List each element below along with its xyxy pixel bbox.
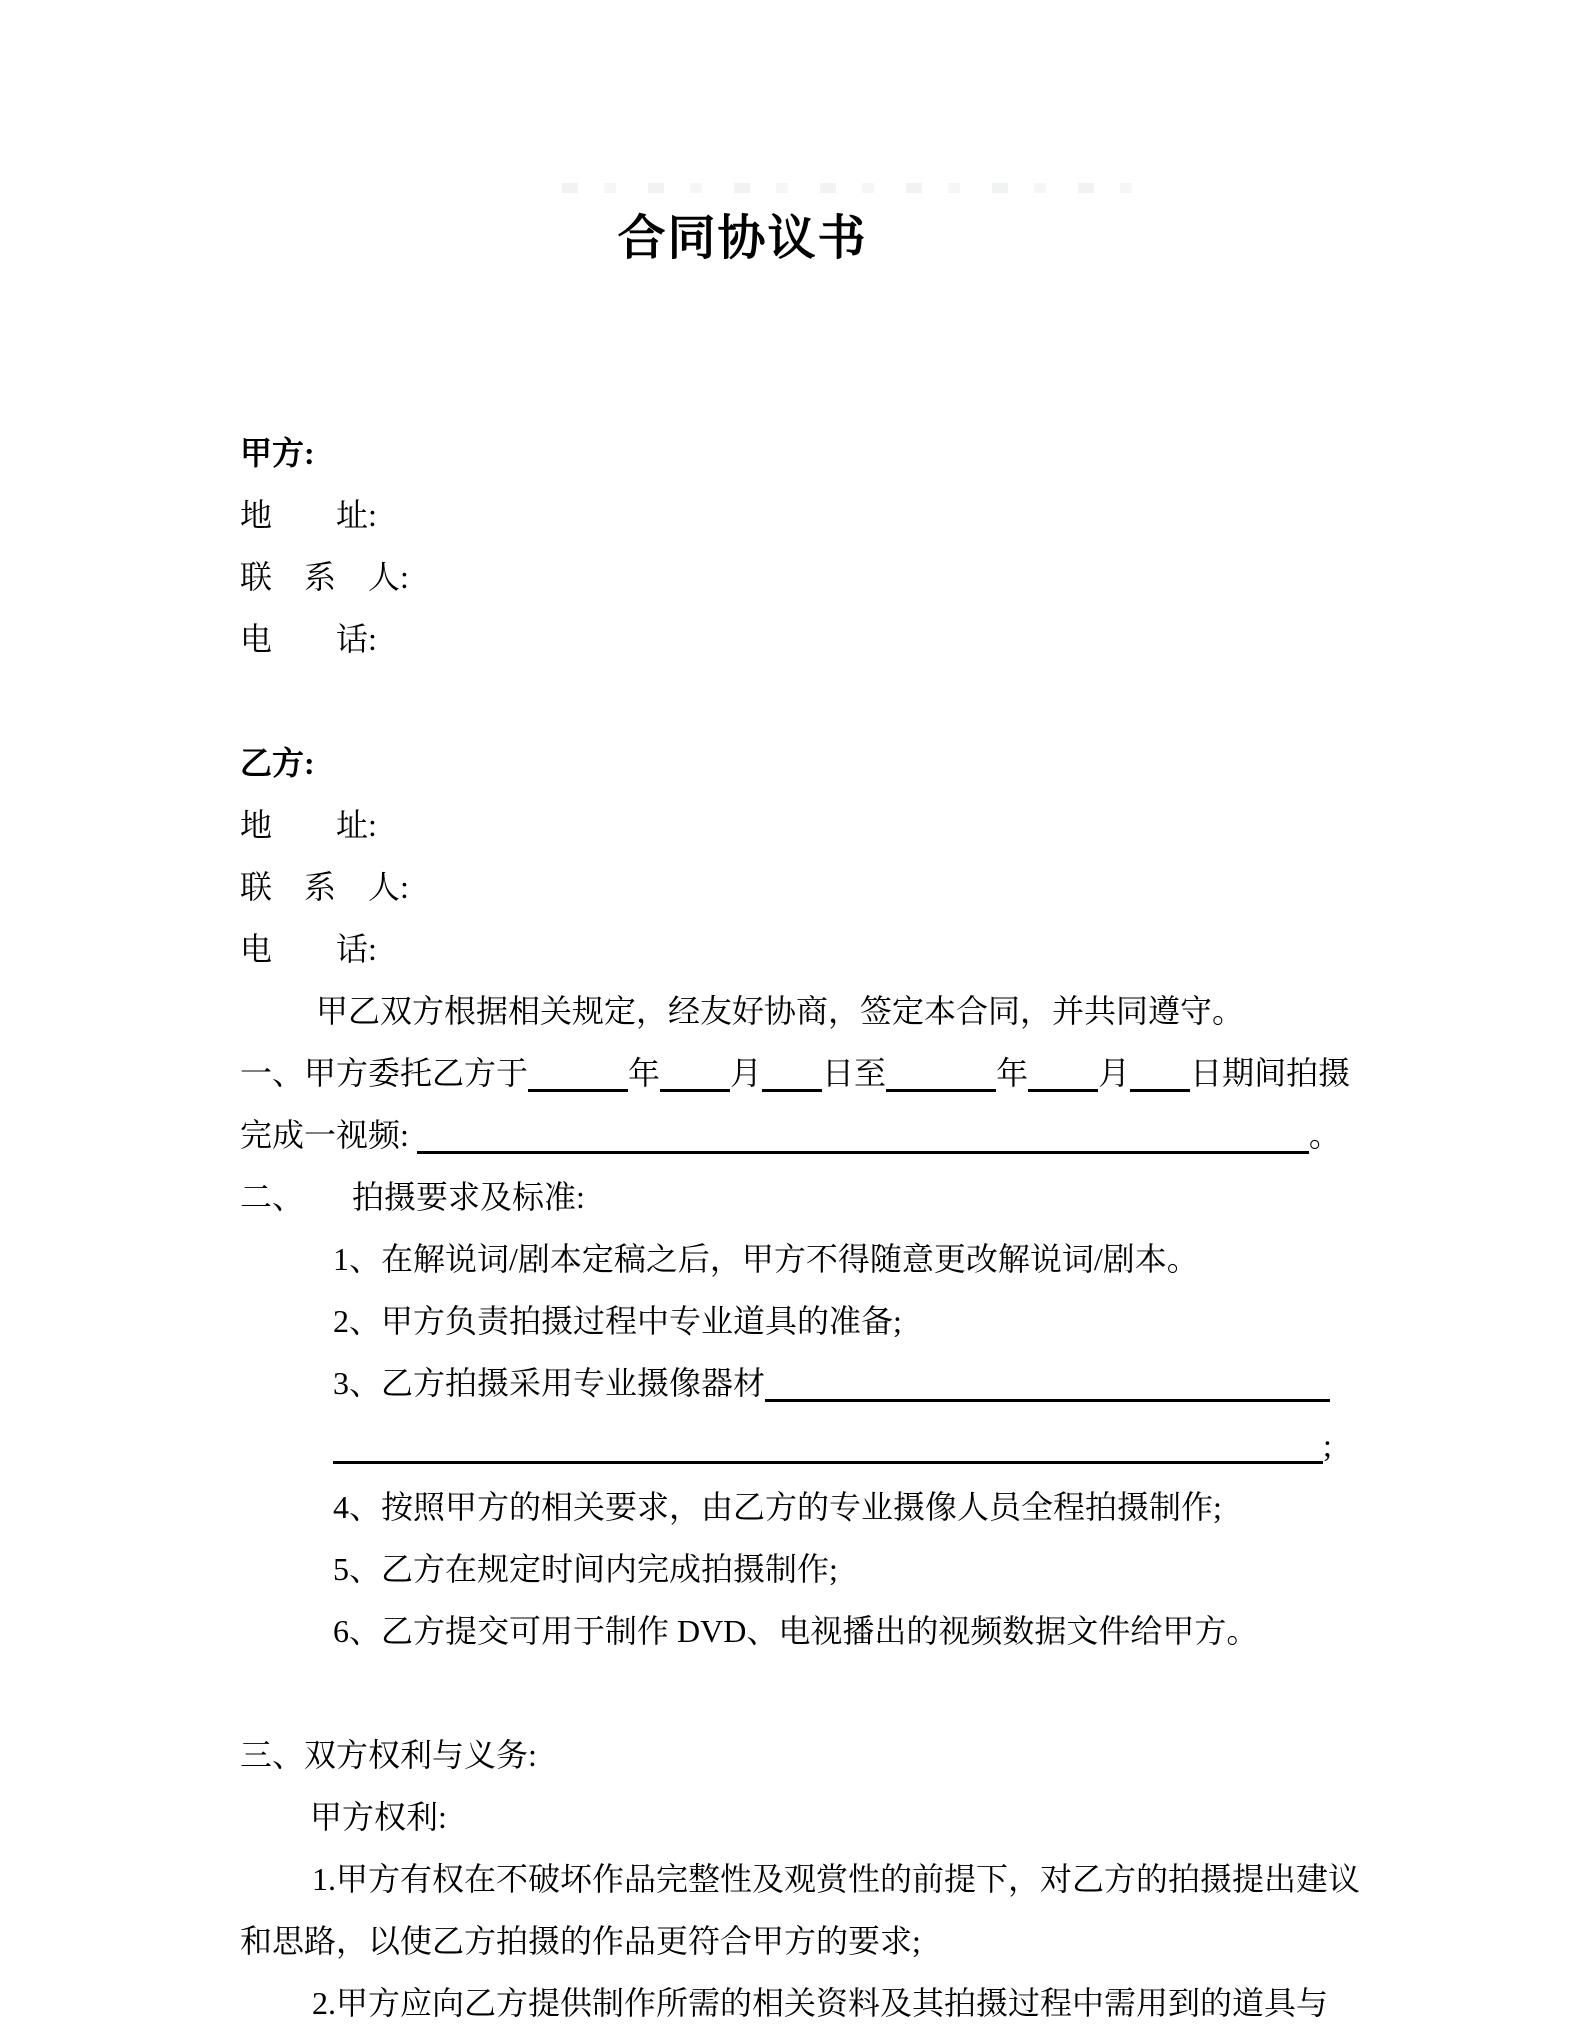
text-run: 1.甲方有权在不破坏作品完整性及观赏性的前提下，对乙方的拍摄提出建议: [312, 1861, 1361, 1897]
text-run: 月: [730, 1055, 763, 1091]
text-line: [240, 856, 1345, 918]
text-line: [240, 1600, 1345, 1662]
text-run: 6、乙方提交可用于制作 DVD、电视播出的视频数据文件给甲方。: [333, 1613, 1259, 1649]
text-run: 。: [1308, 1117, 1341, 1153]
fill-in-blank-line: [886, 1049, 996, 1092]
text-run: 拍摄要求及标准:: [352, 1179, 585, 1215]
text-run: 一、甲方委托乙方于: [240, 1055, 529, 1091]
text-line: [240, 1228, 1345, 1290]
text-line: [240, 1290, 1345, 1352]
text-run: ;: [1323, 1427, 1332, 1463]
text-run: 1、在解说词/剧本定稿之后，甲方不得随意更改解说词/剧本。: [333, 1241, 1199, 1277]
text-run: 2.甲方应向乙方提供制作所需的相关资料及其拍摄过程中需用到的道具与: [312, 1985, 1329, 2021]
text-line: [240, 1786, 1345, 1848]
text-line: [240, 794, 1345, 856]
text-line: [240, 1910, 1345, 1972]
text-run: 电 话:: [240, 931, 377, 967]
fill-in-blank-line: [762, 1049, 822, 1092]
text-line: [240, 608, 1345, 670]
text-run: 日至: [822, 1055, 887, 1091]
text-line: [240, 422, 1345, 484]
text-line: [240, 732, 1345, 794]
fill-in-blank-line: [333, 1421, 1323, 1464]
text-run: 甲乙双方根据相关规定，经友好协商，签定本合同，并共同遵守。: [316, 993, 1245, 1029]
text-line: [240, 1166, 1345, 1228]
blank-line: [240, 1662, 1345, 1724]
text-run: 2、甲方负责拍摄过程中专业道具的准备;: [333, 1303, 902, 1339]
text-line: [240, 1414, 1345, 1476]
text-line: [240, 1104, 1345, 1166]
text-line: [240, 1352, 1345, 1414]
text-run: 5、乙方在规定时间内完成拍摄制作;: [333, 1551, 838, 1587]
document-body: [0, 422, 1587, 2034]
text-run: 3、乙方拍摄采用专业摄像器材: [333, 1365, 766, 1401]
blank-line: [240, 670, 1345, 732]
text-run: 电 话:: [240, 621, 377, 657]
text-run: 甲方:: [240, 435, 315, 471]
text-run: 地 址:: [240, 807, 377, 843]
text-run: 和思路，以使乙方拍摄的作品更符合甲方的要求;: [240, 1923, 921, 1959]
text-run: 联 系 人:: [240, 869, 409, 905]
text-line: [240, 1972, 1345, 2034]
text-line: [240, 546, 1345, 608]
fill-in-blank-line: [660, 1049, 730, 1092]
text-run: 地 址:: [240, 497, 377, 533]
fill-in-blank-line: [765, 1359, 1330, 1402]
text-line: [240, 1724, 1345, 1786]
text-line: [240, 918, 1345, 980]
text-run: 乙方:: [240, 745, 315, 781]
text-run: 日期间拍摄: [1190, 1055, 1351, 1091]
text-run: 完成一视频:: [240, 1117, 417, 1153]
text-line: [240, 980, 1345, 1042]
fill-in-blank-line: [1028, 1049, 1098, 1092]
text-line: [240, 1042, 1351, 1104]
text-line: [240, 1476, 1345, 1538]
fill-in-blank-line: [1130, 1049, 1190, 1092]
text-run: 三、双方权利与义务:: [240, 1737, 537, 1773]
text-run: 甲方权利:: [310, 1799, 447, 1835]
text-line: [240, 484, 1345, 546]
text-line: [240, 1848, 1361, 1910]
text-run: 年: [628, 1055, 661, 1091]
fill-in-blank-line: [528, 1049, 628, 1092]
document-title: 合同协议书: [617, 212, 868, 265]
text-run: 月: [1098, 1055, 1131, 1091]
text-line: [240, 1538, 1345, 1600]
text-run: 年: [996, 1055, 1029, 1091]
text-run: 二、: [240, 1179, 305, 1215]
fill-in-blank-line: [417, 1111, 1309, 1154]
text-run: 4、按照甲方的相关要求，由乙方的专业摄像人员全程拍摄制作;: [333, 1489, 1222, 1525]
text-run: 联 系 人:: [240, 559, 409, 595]
